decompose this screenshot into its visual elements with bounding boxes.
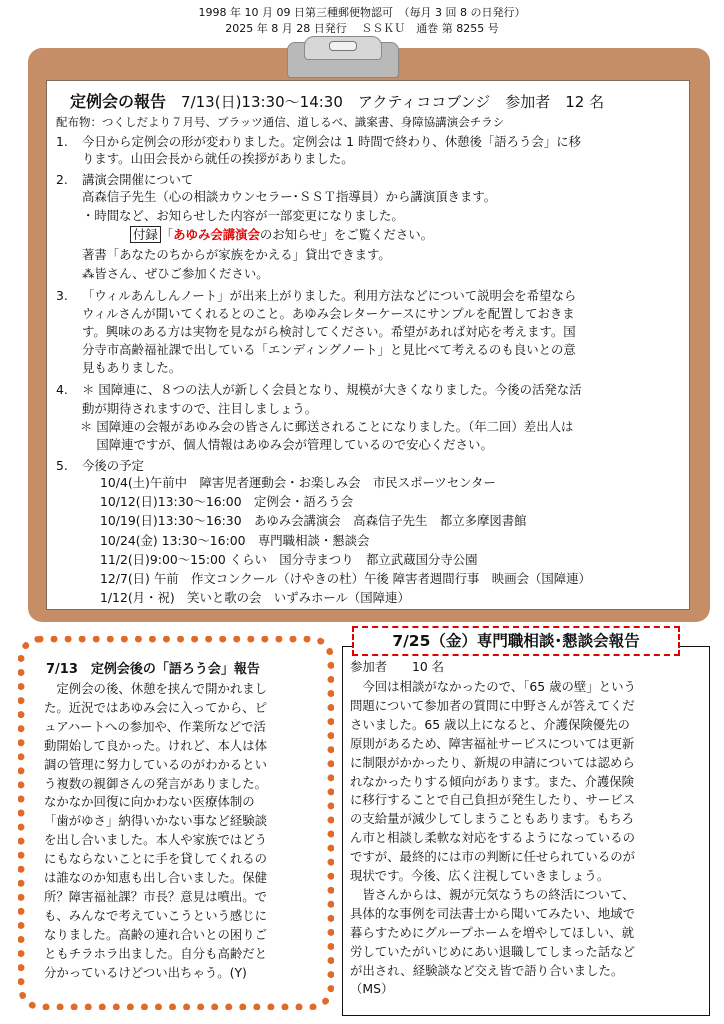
- item-text: ・時間など、お知らせした内容が一部変更になりました。: [82, 208, 404, 223]
- schedule-item: 11/2(日)9:00～15:00 くらい 国分寺まつり 都立武蔵国分寺公園: [100, 551, 478, 567]
- consult-report-line: （MS）: [350, 981, 394, 997]
- report-item-line: [82, 188, 496, 205]
- schedule-item: 10/24(金) 13:30～16:00 専門職相談・懇談会: [100, 532, 370, 548]
- talk-report-line: う複数の親御さんの発言がありました。: [44, 775, 268, 791]
- report-item-line: [56, 171, 193, 188]
- schedule-item: 12/7(日) 午前 作文コンクール（けやきの杜）午後 障害者週間行事 映画会（国障連）: [100, 571, 591, 586]
- header-permit-line: 1998 年 10 月 09 日第三種郵便物認可 （毎月 3 回 8 の日発行）: [198, 6, 526, 19]
- consult-report-line: さいました。65 歳以上になると、介護保険優先の: [350, 716, 630, 732]
- talk-report-line: も、みんなで考えていこうという感じに: [44, 907, 268, 923]
- report-item-line: [82, 400, 317, 417]
- schedule-item: 10/4(土)午前中 障害児者運動会・お楽しみ会 市民スポーツセンター: [100, 475, 496, 490]
- talk-report-line: なりました。高齢の連れ合いとの困りご: [44, 926, 268, 942]
- consult-attendees: 参加者 10 名: [350, 659, 445, 674]
- talk-report-line: にもならないことに手を貸してくれるの: [44, 851, 268, 867]
- item-text: 今日から定例会の形が変わりました。定例会は 1 時間で終わり、休憩後「語ろう会」に移: [82, 134, 581, 149]
- report-item-line: [56, 150, 354, 167]
- talk-report-line: 分かっているけどつい出ちゃう。(Y): [44, 964, 247, 980]
- talk-report-line: た。近況ではあゆみ会に入ってから、ピ: [44, 699, 268, 715]
- report-item-line: [56, 133, 581, 150]
- talk-report-line: 所？障害福祉課？市長？意見は噴出。で: [44, 888, 268, 904]
- report-item-line: [80, 436, 493, 453]
- item-text: ＊ 国障連の会報があゆみ会の皆さんに郵送されることになりました。（年二回）差出人は: [80, 419, 574, 434]
- consult-report-line: が出され、経験談など交え皆で語り合いました。: [350, 962, 624, 978]
- item-text: 国障連ですが、個人情報はあゆみ会が管理しているので安心ください。: [80, 437, 493, 452]
- talk-report-line: なかなか回復に向かわない医療体制の: [44, 794, 255, 810]
- furoku-label: 付録: [130, 226, 161, 243]
- schedule-item: 10/19(日)13:30～16:30 あゆみ会講演会 高森信子先生 都立多摩図書館: [100, 513, 527, 529]
- item-text: 「ウィルあんしんノート」が出来上がりました。利用方法などについて説明会を希望なら: [82, 288, 577, 303]
- report-item-line: [56, 381, 582, 398]
- consult-report-line: に制限がかかったり、新規の申請については認めら: [350, 754, 635, 770]
- report-title: 定例会の報告: [70, 92, 167, 111]
- consult-report-line: 今回は相談がなかったので、「65 歳の壁」という: [350, 679, 636, 694]
- item-text: 動が期待されますので、注目しましょう。: [82, 401, 318, 416]
- report-handouts: 配布物：つくしだより７月号、ブラッツ通信、道しるべ、識案書、身障協講演会チラシ: [56, 115, 505, 129]
- item-number: 1.: [56, 134, 68, 149]
- consult-report-line: ですが、最終的には市の判断に任せられているのが: [350, 849, 635, 865]
- consult-report-title: 7/25（金）専門職相談･懇談会報告: [352, 626, 680, 656]
- furoku-open: 「: [160, 227, 174, 242]
- schedule-item: 1/12(月・祝) 笑いと歌の会 いずみホール（国障連）: [100, 590, 410, 606]
- talk-report-line: 動開始して良かった。けれど、本人は体: [44, 737, 268, 753]
- consult-report-line: 現状です。今後、広く注視していきましょう。: [350, 868, 610, 883]
- item-number: 2.: [56, 172, 68, 187]
- talk-report-line: を出し合いました。本人や家族ではどう: [44, 832, 268, 848]
- item-text: 講演会開催について: [82, 172, 194, 187]
- report-subtitle: 7/13(日)13:30～14:30 アクティココブンジ 参加者 12 名: [181, 93, 605, 111]
- item-text: 見もありました。: [82, 360, 182, 375]
- report-item-line: [82, 359, 181, 376]
- talk-report-line: 調の管理に努力しているのがわかるとい: [44, 756, 268, 772]
- report-item-line: [82, 323, 576, 340]
- furoku-title: あゆみ会講演会: [173, 227, 260, 242]
- consult-report-line: ん市と相談し柔軟な対応をするようになっているの: [350, 830, 635, 846]
- item-number: 3.: [56, 288, 68, 303]
- item-text: 高森信子先生（心の相談カウンセラー･ＳＳＴ指導員）から講演頂きます。: [82, 189, 497, 204]
- consult-report-line: 具体的な事例を司法書士から聞いてみたい、地域で: [350, 905, 635, 921]
- furoku-rest: のお知らせ」をご覧ください。: [259, 227, 434, 242]
- report-item-line: [82, 265, 269, 282]
- talk-report-line: は誰なのか知恵も出し合いました。保健: [44, 870, 268, 885]
- item-text: す。興味のある方は実物を見ながら検討してください。希望があれば対応を考えます。国: [82, 324, 576, 339]
- consult-report-line: れなかったりする傾向があります。また、介護保険: [350, 773, 634, 789]
- item-text: ウィルさんが開いてくれるとのこと。あゆみ会レターケースにサンプルを配置しておきま: [82, 306, 575, 321]
- report-item-line: [82, 341, 576, 358]
- schedule-item: 10/12(日)13:30～16:00 定例会・語ろう会: [100, 494, 354, 510]
- report-item-line: [82, 305, 575, 322]
- talk-report-title: 7/13 定例会後の「語ろう会」報告: [46, 662, 260, 677]
- talk-report-line: ともチラホラ出ました。自分も高齢だと: [44, 945, 268, 961]
- report-item-line: [82, 246, 391, 263]
- consult-report-line: の支給量が減少してしまうこともあります。もちろ: [350, 811, 634, 827]
- item-text: ＊ 国障連に、８つの法人が新しく会員となり、規模が大きくなりました。今後の活発な活: [82, 382, 582, 397]
- item-text: ⁂皆さん、ぜひご参加ください。: [82, 266, 269, 281]
- header-issue-line: 2025 年 8 月 28 日発行 ＳＳＫＵ 通巻 第 8255 号: [225, 22, 499, 35]
- consult-report-line: 暮らすためにグループホームを増やしてほしい、就: [350, 924, 634, 940]
- talk-report-line: ュアハートへの参加や、作業所などで活: [44, 718, 266, 734]
- report-item-line: [56, 287, 576, 304]
- consult-report-line: に移行することで自己負担が発生したり、サービス: [350, 792, 635, 808]
- item-number: 5.: [56, 458, 68, 473]
- consult-report-line: 問題について参加者の質問に中野さんが答えてくだ: [350, 697, 635, 713]
- consult-report-line: 労していたがいじめにあい退職してしまった話など: [350, 943, 635, 959]
- item-text: 今後の予定: [82, 458, 144, 473]
- furoku-line: [130, 226, 433, 243]
- talk-report-line: 定例会の後、休憩を挟んで開かれまし: [44, 681, 268, 696]
- clipboard-clip-hole: [329, 41, 357, 51]
- item-text: 分寺市高齢福祉課で出している「エンディングノート」と見比べて考えるのも良いとの意: [82, 342, 576, 357]
- report-item-line: [82, 207, 404, 224]
- consult-report-line: 原則があるため、障害福祉サービスについては更新: [350, 735, 635, 751]
- talk-report-line: 「歯がゆさ」納得いかない事など経験談: [44, 813, 268, 829]
- consult-report-line: 皆さんからは、親が元気なうちの終活について、: [350, 886, 635, 902]
- item-text: ります。山田会長から就任の挨拶がありました。: [82, 151, 354, 166]
- item-number: 4.: [56, 382, 68, 397]
- item-text: 著書「あなたのちからが家族をかえる」貸出できます。: [82, 247, 391, 262]
- report-item-line: [80, 418, 573, 435]
- report-heading: [70, 92, 604, 112]
- report-item-line: [56, 457, 144, 474]
